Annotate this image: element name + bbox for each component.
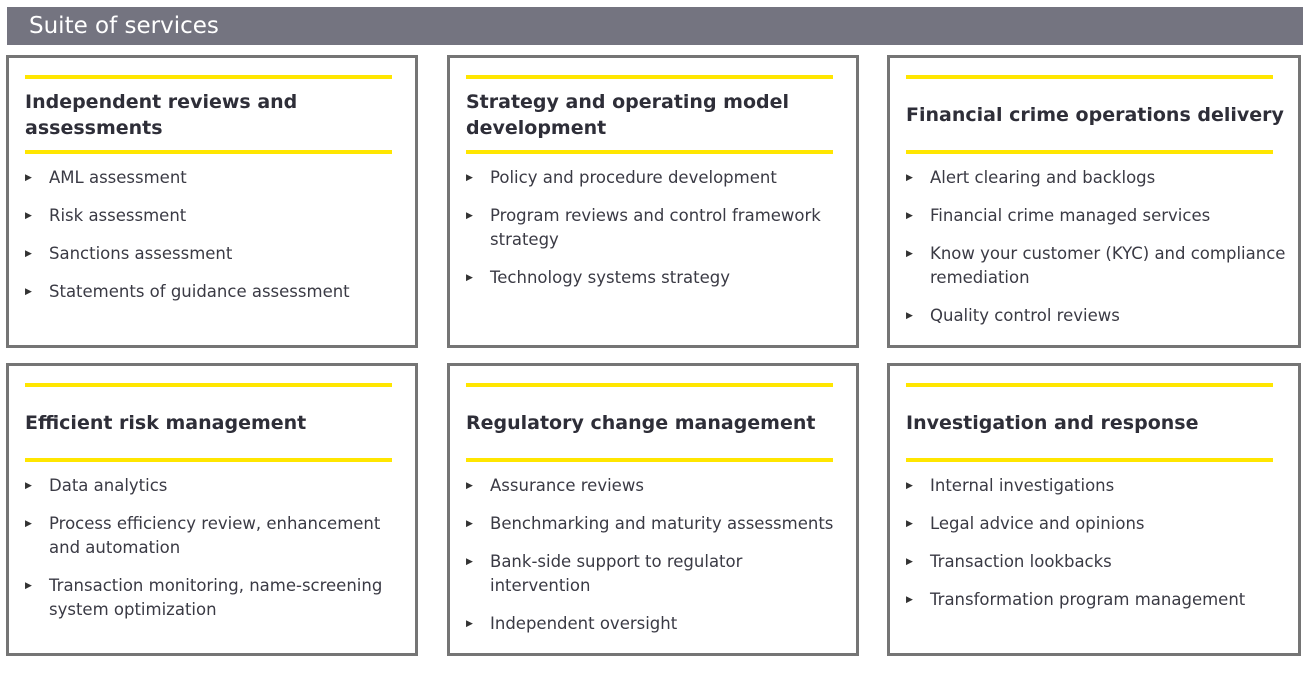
card-financial-crime-operations — [887, 55, 1301, 348]
list-item: ▶ Technology systems strategy — [466, 266, 848, 290]
triangle-bullet-icon: ▶ — [906, 519, 913, 529]
service-list — [466, 474, 848, 650]
triangle-bullet-icon: ▶ — [906, 311, 913, 321]
triangle-bullet-icon: ▶ — [25, 519, 32, 529]
card-title: Independent reviews and assessments — [25, 90, 298, 139]
service-list — [906, 166, 1288, 342]
list-item: ▶ Know your customer (KYC) and compliance remediation — [906, 244, 1286, 287]
triangle-bullet-icon: ▶ — [906, 249, 913, 259]
card-title-rule — [25, 458, 392, 462]
triangle-bullet-icon: ▶ — [466, 273, 473, 283]
list-item: ▶ Process efficiency review, enhancement and automation — [25, 514, 381, 557]
triangle-bullet-icon: ▶ — [906, 173, 913, 183]
triangle-bullet-icon: ▶ — [906, 211, 913, 221]
card-title: Investigation and response — [906, 411, 1199, 434]
list-item: ▶ Assurance reviews — [466, 474, 848, 498]
list-item: ▶ Legal advice and opinions — [906, 512, 1288, 536]
card-strategy-operating-model — [447, 55, 859, 348]
card-title-rule — [25, 150, 392, 154]
card-efficient-risk-management — [6, 363, 418, 656]
service-list — [466, 166, 848, 304]
triangle-bullet-icon: ▶ — [25, 287, 32, 297]
list-item: ▶ AML assessment — [25, 166, 407, 190]
list-item: ▶ Sanctions assessment — [25, 242, 407, 266]
list-item: ▶ Transaction monitoring, name-screening system optimization — [25, 576, 383, 619]
card-title-rule — [466, 150, 833, 154]
triangle-bullet-icon: ▶ — [466, 211, 473, 221]
triangle-bullet-icon: ▶ — [466, 619, 473, 629]
list-item: ▶ Financial crime managed services — [906, 204, 1288, 228]
list-item: ▶ Alert clearing and backlogs — [906, 166, 1288, 190]
list-item: ▶ Quality control reviews — [906, 304, 1288, 328]
triangle-bullet-icon: ▶ — [25, 211, 32, 221]
list-item: ▶ Transformation program management — [906, 588, 1288, 612]
list-item: ▶ Independent oversight — [466, 612, 848, 636]
card-title: Strategy and operating model development — [466, 90, 790, 139]
card-title: Regulatory change management — [466, 411, 816, 434]
list-item: ▶ Statements of guidance assessment — [25, 280, 407, 304]
card-title-rule — [906, 150, 1273, 154]
list-item: ▶ Internal investigations — [906, 474, 1288, 498]
list-item: ▶ Policy and procedure development — [466, 166, 848, 190]
service-list — [906, 474, 1288, 626]
list-item: ▶ Bank-side support to regulator intervention — [466, 552, 743, 595]
list-item: ▶ Data analytics — [25, 474, 407, 498]
section-header — [7, 7, 1303, 45]
card-title-rule — [906, 458, 1273, 462]
card-investigation-response — [887, 363, 1301, 656]
card-title: Efficient risk management — [25, 411, 307, 434]
triangle-bullet-icon: ▶ — [25, 581, 32, 591]
triangle-bullet-icon: ▶ — [906, 481, 913, 491]
triangle-bullet-icon: ▶ — [466, 557, 473, 567]
triangle-bullet-icon: ▶ — [25, 249, 32, 259]
triangle-bullet-icon: ▶ — [466, 173, 473, 183]
card-title-rule — [466, 458, 833, 462]
triangle-bullet-icon: ▶ — [906, 557, 913, 567]
service-list — [25, 474, 407, 636]
triangle-bullet-icon: ▶ — [466, 519, 473, 529]
service-list — [25, 166, 407, 318]
card-independent-reviews — [6, 55, 418, 348]
triangle-bullet-icon: ▶ — [466, 481, 473, 491]
list-item: ▶ Risk assessment — [25, 204, 407, 228]
triangle-bullet-icon: ▶ — [906, 595, 913, 605]
card-title: Financial crime operations delivery — [906, 103, 1284, 126]
triangle-bullet-icon: ▶ — [25, 481, 32, 491]
card-regulatory-change-management — [447, 363, 859, 656]
list-item: ▶ Program reviews and control framework strategy — [466, 206, 821, 249]
list-item: ▶ Transaction lookbacks — [906, 550, 1288, 574]
section-title: Suite of services — [29, 13, 219, 39]
triangle-bullet-icon: ▶ — [25, 173, 32, 183]
list-item: ▶ Benchmarking and maturity assessments — [466, 512, 848, 536]
